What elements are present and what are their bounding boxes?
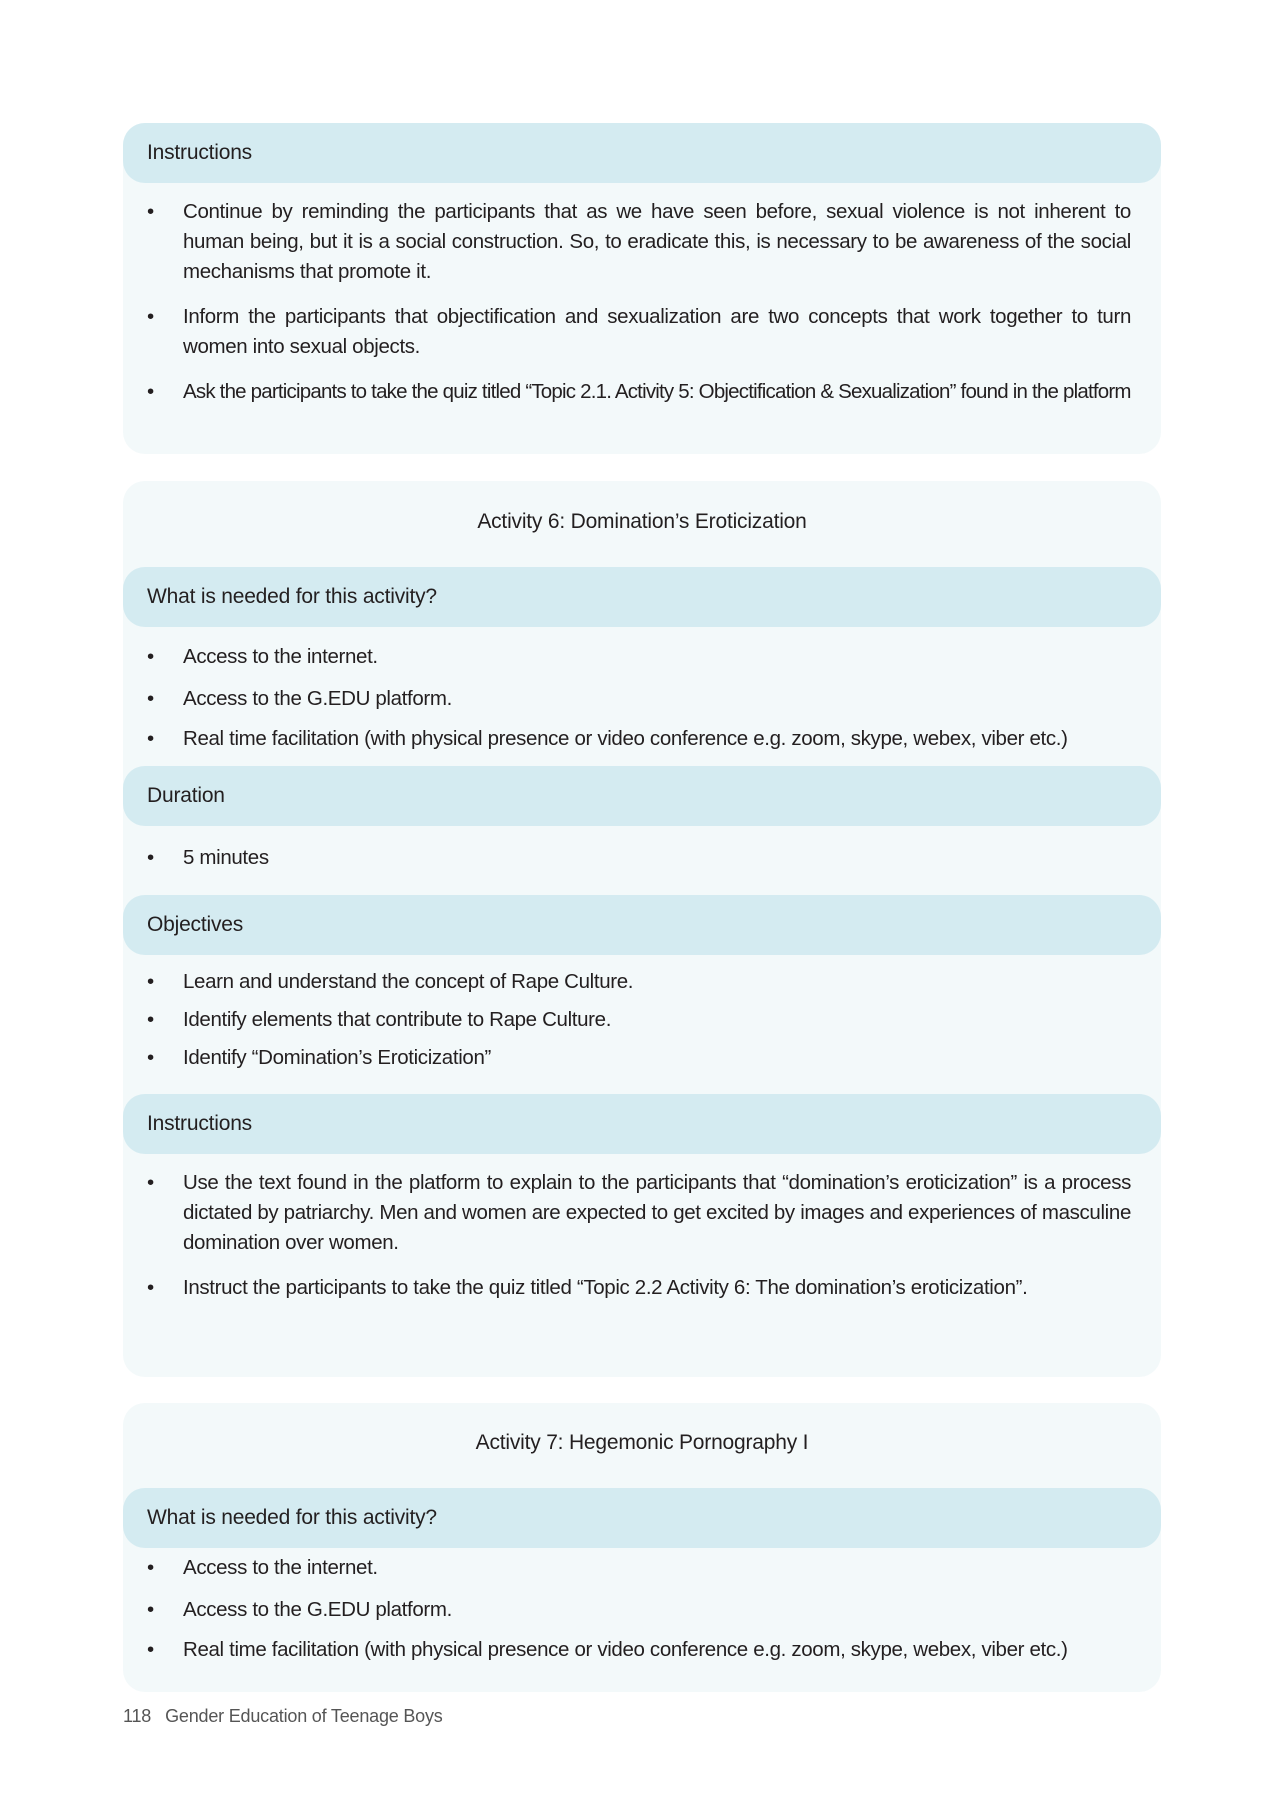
bullet-list — [123, 843, 1161, 895]
item-text: Real time facilitation (with physical presence or video conference e.g. zoom, skype, webex, viber etc.) — [183, 1638, 1068, 1661]
section-header: Duration — [123, 766, 1161, 826]
section-header: Objectives — [123, 895, 1161, 955]
bullet-icon: • — [147, 1638, 154, 1661]
item-text: Learn and understand the concept of Rape Culture. — [183, 970, 634, 993]
list-item — [123, 197, 1161, 287]
bullet-icon: • — [147, 1276, 154, 1299]
item-text: Instruct the participants to take the quiz titled “Topic 2.2 Activity 6: The domination’s eroticization”. — [183, 1276, 1028, 1299]
item-text: Access to the internet. — [183, 1556, 378, 1579]
list-item — [123, 843, 1161, 873]
list-item — [123, 377, 1161, 407]
bullet-icon: • — [147, 380, 154, 403]
item-text: 5 minutes — [183, 846, 269, 869]
bullet-icon: • — [147, 1556, 154, 1579]
item-text: Identify “Domination’s Eroticization” — [183, 1046, 491, 1069]
list-item — [123, 967, 1161, 997]
bullet-icon: • — [147, 1008, 154, 1031]
bullet-list — [123, 642, 1161, 752]
activity-6-block — [123, 481, 1161, 1377]
list-item — [123, 1553, 1161, 1583]
bullet-icon: • — [147, 200, 154, 223]
list-item — [123, 684, 1161, 714]
activity-7-block — [123, 1403, 1161, 1692]
bullet-icon: • — [147, 687, 154, 710]
bullet-icon: • — [147, 727, 154, 750]
list-item — [123, 1637, 1161, 1663]
item-text: Continue by reminding the participants that as we have seen before, sexual violence is not inherent to human being, but it is a social construction. So, to eradicate this, is necessary to be awareness of the social mechanisms that promote it. — [183, 200, 1131, 283]
bullet-icon: • — [147, 846, 154, 869]
item-text: Inform the participants that objectification and sexualization are two concepts that work together to turn women into sexual objects. — [183, 305, 1131, 358]
item-text: Access to the G.EDU platform. — [183, 687, 452, 710]
list-item — [123, 1595, 1161, 1625]
item-text: Access to the internet. — [183, 645, 378, 668]
bullet-icon: • — [147, 305, 154, 328]
book-title: Gender Education of Teenage Boys — [165, 1706, 443, 1726]
bullet-icon: • — [147, 1598, 154, 1621]
activity-title: Activity 7: Hegemonic Pornography I — [475, 1431, 809, 1454]
instructions-block — [123, 123, 1161, 454]
item-text: Identify elements that contribute to Rape Culture. — [183, 1008, 612, 1031]
bullet-list — [123, 967, 1161, 1094]
bullet-icon: • — [147, 970, 154, 993]
list-item — [123, 642, 1161, 672]
item-text: Access to the G.EDU platform. — [183, 1598, 452, 1621]
list-item — [123, 302, 1161, 362]
activity-title: Activity 6: Domination’s Eroticization — [477, 510, 807, 533]
list-item — [123, 1005, 1161, 1035]
bullet-list — [123, 197, 1161, 407]
bullet-icon: • — [147, 645, 154, 668]
item-text: Use the text found in the platform to explain to the participants that “domination’s eroticization” is a process dictated by patriarchy. Men and women are expected to get excited by images and experiences of masculine domination over women. — [183, 1171, 1131, 1254]
list-item — [123, 726, 1161, 752]
item-text: Ask the participants to take the quiz titled “Topic 2.1. Activity 5: Objectification & Sexualization” found in the platform — [183, 380, 1131, 403]
list-item — [123, 1168, 1161, 1258]
section-header: Instructions — [123, 1094, 1161, 1154]
page-footer — [123, 1706, 443, 1727]
section-header: Instructions — [123, 123, 1161, 183]
bullet-list — [123, 1168, 1161, 1303]
bullet-icon: • — [147, 1171, 154, 1194]
section-header: What is needed for this activity? — [123, 1488, 1161, 1548]
list-item — [123, 1273, 1161, 1303]
list-item — [123, 1043, 1161, 1073]
page-number: 118 — [123, 1706, 152, 1726]
bullet-list — [123, 1553, 1161, 1663]
section-header: What is needed for this activity? — [123, 567, 1161, 627]
bullet-icon: • — [147, 1046, 154, 1069]
item-text: Real time facilitation (with physical presence or video conference e.g. zoom, skype, webex, viber etc.) — [183, 727, 1068, 750]
